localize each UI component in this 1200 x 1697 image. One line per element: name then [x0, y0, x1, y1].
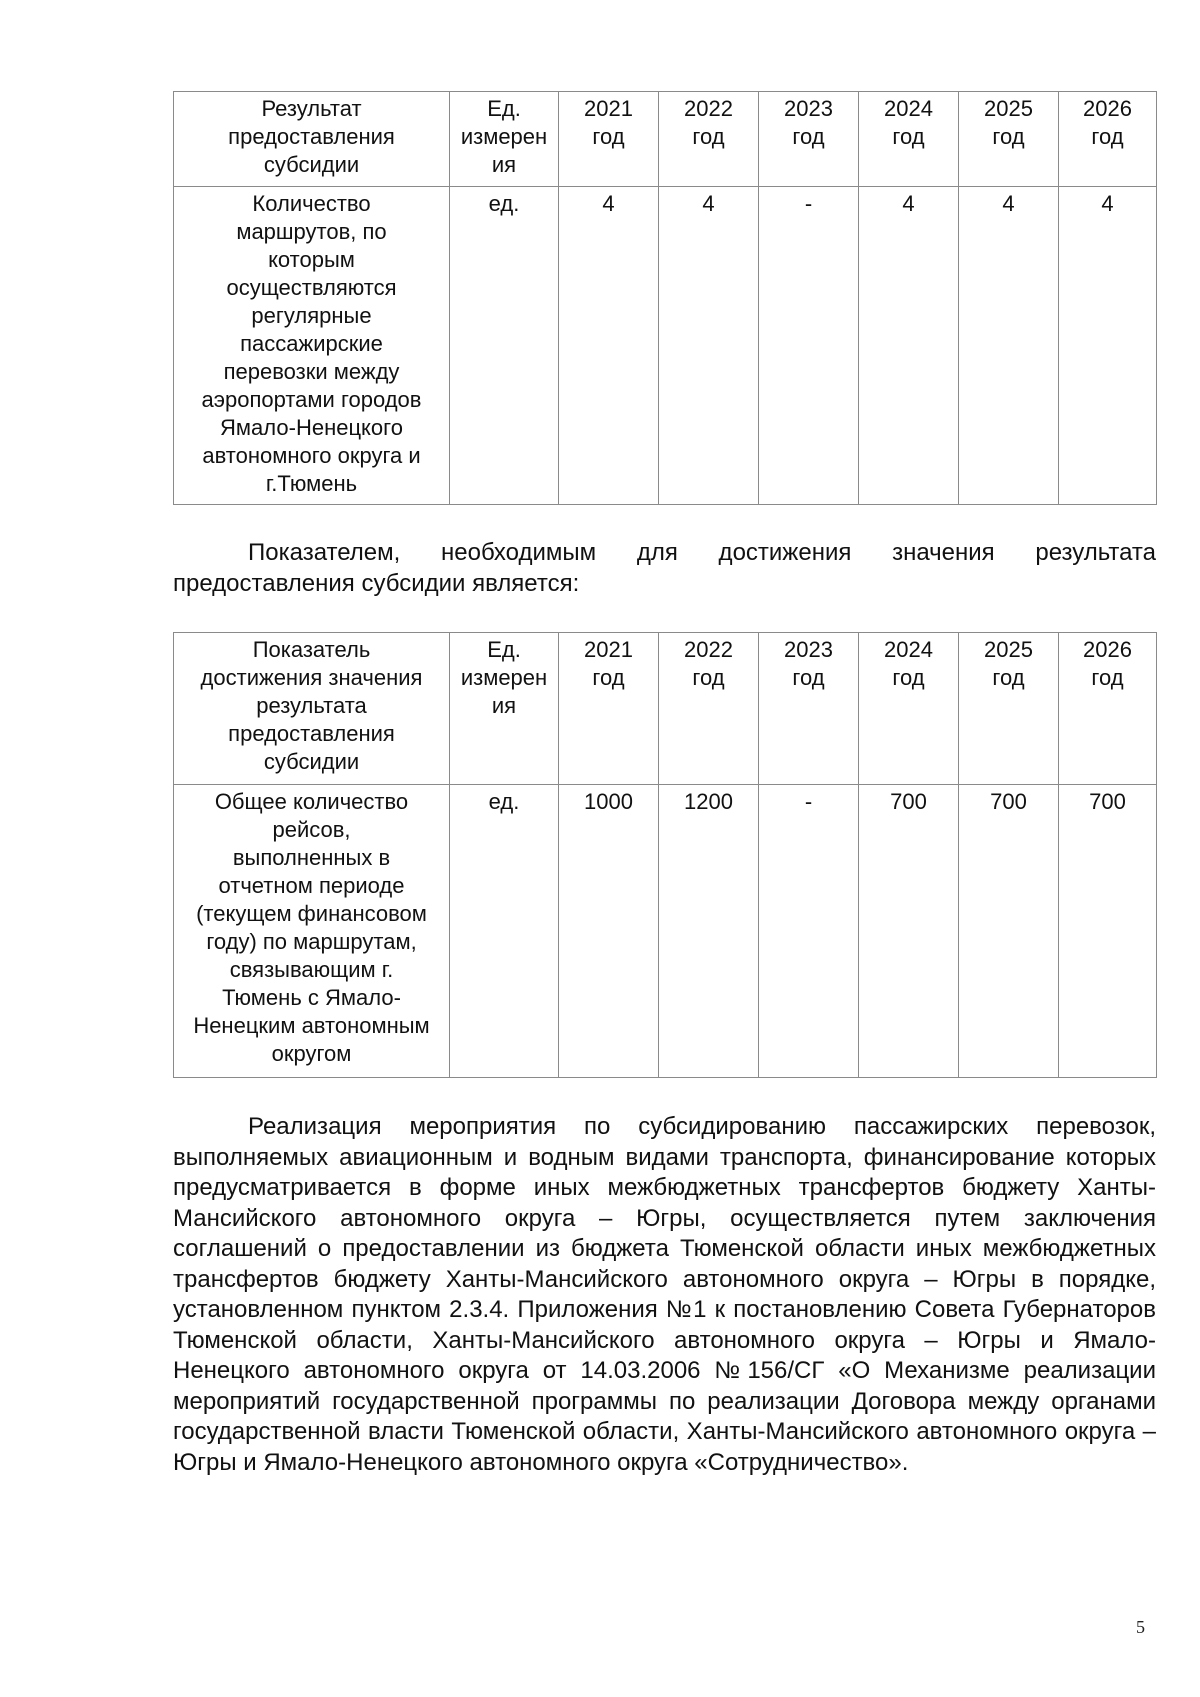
subsidy-result-table — [173, 91, 1157, 505]
row-unit: ед. — [450, 785, 559, 1078]
row-value: 4 — [559, 187, 659, 505]
row-value: - — [759, 785, 859, 1078]
row-value: 700 — [959, 785, 1059, 1078]
header-year: 2021 год — [559, 633, 659, 785]
row-value: 1000 — [559, 785, 659, 1078]
header-unit: Ед. измерен ия — [450, 633, 559, 785]
row-value: 4 — [859, 187, 959, 505]
header-indicator-name: Показатель достижения значения результата предоставления субсидии — [174, 633, 450, 785]
header-year: 2022 год — [659, 92, 759, 187]
table-row — [174, 187, 1157, 505]
header-year: 2025 год — [959, 633, 1059, 785]
header-year: 2023 год — [759, 92, 859, 187]
row-result-name: Количество маршрутов, по которым осуществляются регулярные пассажирские перевозки между аэропортами городов Ямало-Ненецкого автономного округа и г.Тюмень — [174, 187, 450, 505]
header-year: 2026 год — [1059, 633, 1157, 785]
header-year: 2021 год — [559, 92, 659, 187]
implementation-paragraph: Реализация мероприятия по субсидированию пассажирских перевозок, выполняемых авиационным и водным видами транспорта, финансирование которых предусматривается в форме иных межбюджетных трансфертов бюджету Ханты-Мансийского автономного округа – Югры, осуществляется путем заключения соглашений о предоставлении из бюджета Тюменской области иных межбюджетных трансфертов бюджету Ханты-Мансийского автономного округа – Югры в порядке, установленном пунктом 2.3.4. Приложения №1 к постановлению Совета Губернаторов Тюменской области, Ханты-Мансийского автономного округа – Югры и Ямало-Ненецкого автономного округа от 14.03.2006 №156/СГ «О Механизме реализации мероприятий государственной программы по реализации Договора между органами государственной власти Тюменской области, Ханты-Мансийского автономного округа – Югры и Ямало-Ненецкого автономного округа «Сотрудничество». — [173, 1113, 1156, 1476]
row-value: 1200 — [659, 785, 759, 1078]
header-year: 2023 год — [759, 633, 859, 785]
row-value: 4 — [959, 187, 1059, 505]
header-unit: Ед. измерен ия — [450, 92, 559, 187]
row-indicator-name: Общее количество рейсов, выполненных в отчетном периоде (текущем финансовом году) по маршрутам, связывающим г. Тюмень с Ямало- Ненецким автономным округом — [174, 785, 450, 1078]
header-result-name: Результат предоставления субсидии — [174, 92, 450, 187]
row-value: - — [759, 187, 859, 505]
page-number: 5 — [1136, 1617, 1145, 1637]
indicator-table — [173, 632, 1157, 1078]
table-header-row — [174, 92, 1157, 187]
table-header-row — [174, 633, 1157, 785]
header-year: 2026 год — [1059, 92, 1157, 187]
header-year: 2024 год — [859, 633, 959, 785]
row-unit: ед. — [450, 187, 559, 505]
table-row — [174, 785, 1157, 1078]
indicator-intro-paragraph: Показателем, необходимым для достижения значения результата предоставления субсидии является: — [173, 539, 1156, 597]
row-value: 4 — [659, 187, 759, 505]
header-year: 2024 год — [859, 92, 959, 187]
row-value: 700 — [859, 785, 959, 1078]
row-value: 4 — [1059, 187, 1157, 505]
header-year: 2025 год — [959, 92, 1059, 187]
header-year: 2022 год — [659, 633, 759, 785]
row-value: 700 — [1059, 785, 1157, 1078]
